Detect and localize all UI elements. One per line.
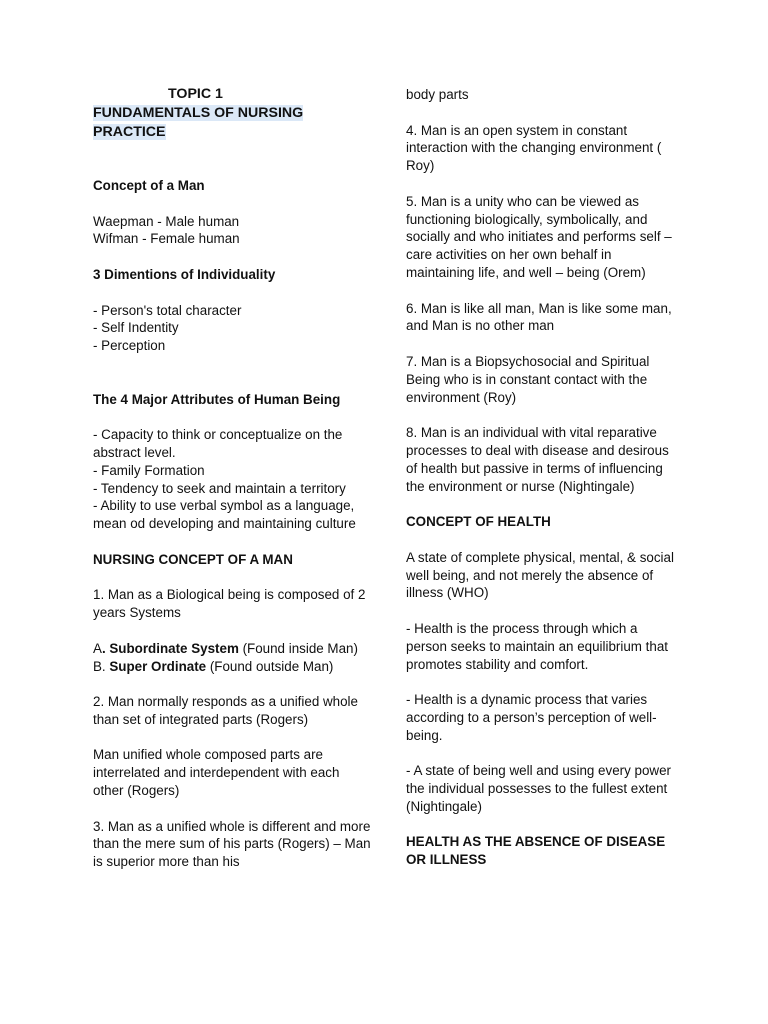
concept-health-heading: CONCEPT OF HEALTH xyxy=(406,514,551,530)
sub-a-term: . Subordinate System xyxy=(101,640,239,656)
concept-item-3: 3. Man as a unified whole is different and more than the mere sum of his parts (Rogers) – Man is superior more than his xyxy=(93,818,371,870)
waepman-line: Waepman - Male human xyxy=(93,213,240,229)
dimensions-heading: 3 Dimentions of Individuality xyxy=(93,266,276,282)
attribute-item: - Tendency to seek and maintain a territory xyxy=(93,480,346,496)
title-line-2: PRACTICE xyxy=(93,123,166,140)
concept-man-heading: Concept of a Man xyxy=(93,177,205,193)
unified-whole-paragraph: Man unified whole composed parts are interrelated and interdependent with each other (Rogers) xyxy=(93,747,340,799)
dimension-item: - Self Indentity xyxy=(93,320,179,336)
attributes-heading: The 4 Major Attributes of Human Being xyxy=(93,391,341,407)
sub-a-prefix: A xyxy=(93,640,102,656)
left-column xyxy=(93,86,371,871)
concept-item-8: 8. Man is an individual with vital reparative processes to deal with disease and desirous of health but passive in terms of influencing the environment or nurse (Nightingale) xyxy=(406,425,669,494)
attribute-item: - Ability to use verbal symbol as a language, mean od developing and maintaining culture xyxy=(93,498,356,532)
sub-b-term: Super Ordinate xyxy=(109,658,207,674)
concept-item-1: 1. Man as a Biological being is composed of 2 years Systems xyxy=(93,587,366,621)
nursing-concept-heading: NURSING CONCEPT OF A MAN xyxy=(93,551,293,567)
health-well-definition: - A state of being well and using every power the individual possesses to the fullest extent (Nightingale) xyxy=(406,763,671,814)
dimension-item: - Person's total character xyxy=(93,302,242,318)
absence-of-disease-heading: HEALTH AS THE ABSENCE OF DISEASE OR ILLNESS xyxy=(406,834,666,868)
superordinate-line xyxy=(93,658,371,676)
concept-item-2: 2. Man normally responds as a unified whole than set of integrated parts (Rogers) xyxy=(93,694,358,727)
health-who-definition: A state of complete physical, mental, & social well being, and not merely the absence of illness (WHO) xyxy=(406,549,674,601)
concept-item-4: 4. Man is an open system in constant interaction with the changing environment ( Roy) xyxy=(406,122,662,174)
attribute-item: - Family Formation xyxy=(93,462,205,478)
health-process-definition: - Health is the process through which a person seeks to maintain an equilibrium that promotes stability and comfort. xyxy=(406,620,669,672)
attribute-item: - Capacity to think or conceptualize on the abstract level. xyxy=(93,427,343,460)
wifman-line: Wifman - Female human xyxy=(93,231,240,247)
right-column xyxy=(406,86,678,869)
concept-item-7: 7. Man is a Biopsychosocial and Spiritual Being who is in constant contact with the environment (Roy) xyxy=(406,353,650,405)
dimension-item: - Perception xyxy=(93,338,166,354)
title-line-1: FUNDAMENTALS OF NURSING xyxy=(93,104,304,121)
page-title xyxy=(93,104,371,142)
subordinate-line xyxy=(93,640,371,658)
continuation-text: body parts xyxy=(406,87,469,102)
concept-item-5: 5. Man is a unity who can be viewed as functioning biologically, symbolically, and socially and who initiates and performs self – care activities on her own behalf in maintaining life, and well – being (Orem) xyxy=(406,193,672,280)
sub-b-note: (Found outside Man) xyxy=(206,658,334,674)
topic-label: TOPIC 1 xyxy=(168,86,223,102)
health-dynamic-definition: - Health is a dynamic process that varies according to a person’s perception of well-being. xyxy=(406,692,657,743)
sub-a-note: (Found inside Man) xyxy=(238,640,358,656)
concept-item-6: 6. Man is like all man, Man is like some man, and Man is no other man xyxy=(406,300,672,334)
sub-b-prefix: B. xyxy=(93,658,110,674)
